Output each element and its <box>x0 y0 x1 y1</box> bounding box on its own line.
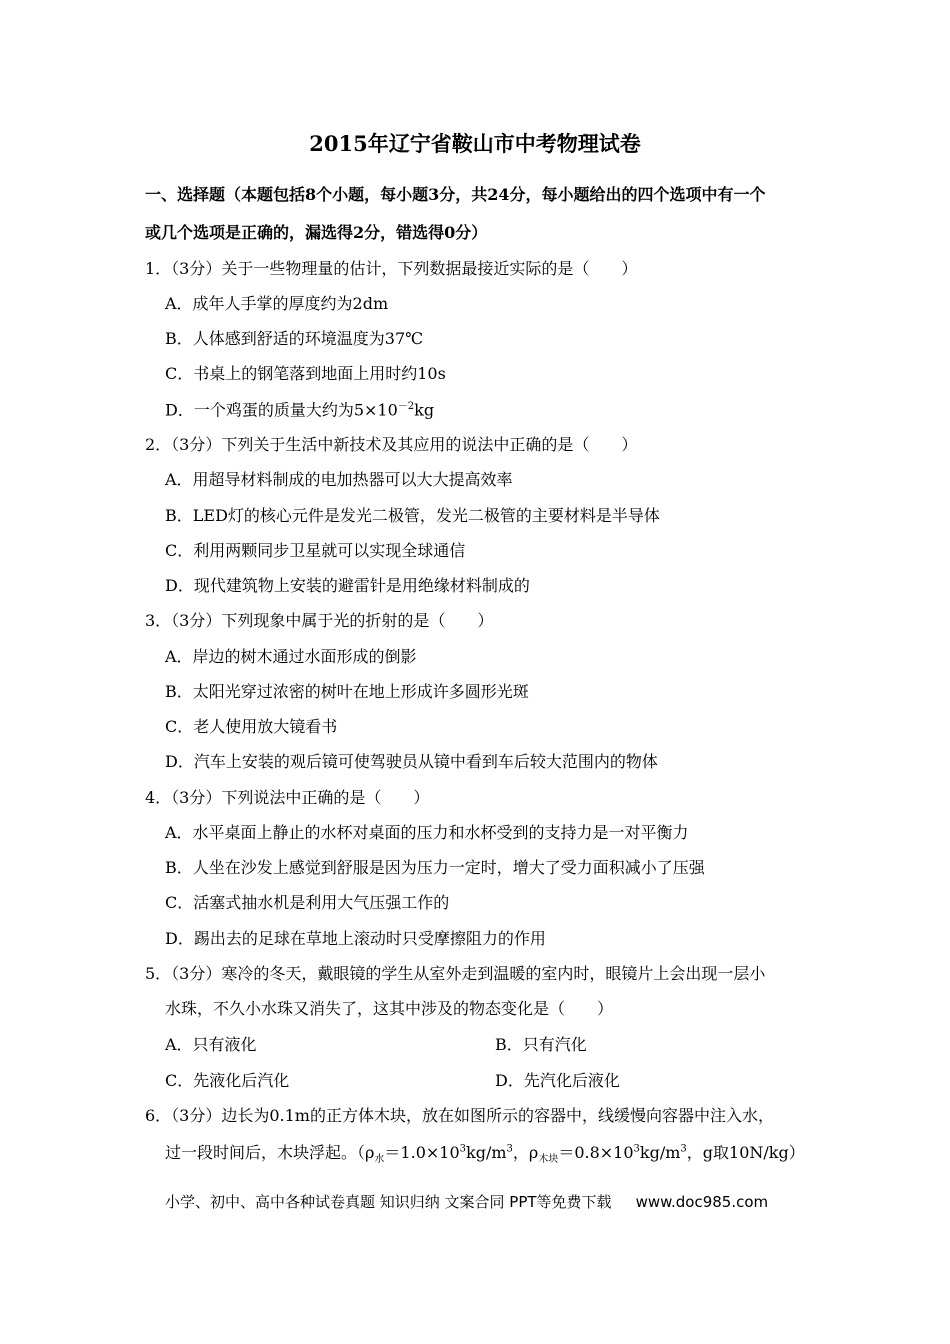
q6-text-g: ，g取10N/kg） <box>686 1143 805 1162</box>
option-d-text: D．一个鸡蛋的质量大约为5×10 <box>165 400 398 420</box>
question-6-stem-continued <box>165 1140 805 1165</box>
section-heading-line1: 一、选择题（本题包括8个小题，每小题3分，共24分，每小题给出的四个选项中有一个 <box>145 185 766 204</box>
question-3-stem: 3．（3分）下列现象中属于光的折射的是（ ） <box>145 611 494 630</box>
question-1-option-a: A．成年人手掌的厚度约为2dm <box>165 294 389 313</box>
question-1-option-c: C．书桌上的钢笔落到地面上用时约10s <box>165 364 446 383</box>
question-5-option-a: A．只有液化 <box>165 1035 257 1054</box>
footer-text: 小学、初中、高中各种试卷真题 知识归纳 文案合同 PPT等免费下载 <box>165 1193 612 1211</box>
question-1-option-d <box>165 397 434 420</box>
q6-sup-2: 3 <box>506 1143 513 1155</box>
question-4-option-d: D．踢出去的足球在草地上滚动时只受摩擦阻力的作用 <box>165 929 546 948</box>
q6-sup-1: 3 <box>459 1143 467 1155</box>
q6-text-c: kg/m <box>466 1143 507 1162</box>
q6-text-f: kg/m <box>639 1143 681 1162</box>
q6-sup-4: 3 <box>680 1143 687 1155</box>
question-2-option-b: B．LED灯的核心元件是发光二极管，发光二极管的主要材料是半导体 <box>165 506 660 525</box>
option-d-exponent: －2 <box>397 401 415 412</box>
q6-text-d: ，ρ <box>512 1143 539 1162</box>
question-3-option-a: A．岸边的树木通过水面形成的倒影 <box>165 647 417 666</box>
q6-sub-wood: 木块 <box>538 1154 559 1166</box>
q6-text-e: ＝0.8×10 <box>558 1143 634 1162</box>
question-5-option-d: D．先汽化后液化 <box>495 1071 620 1090</box>
question-5-stem-continued: 水珠，不久小水珠又消失了，这其中涉及的物态变化是（ ） <box>165 999 614 1018</box>
q6-text-a: 过一段时间后，木块浮起。（ρ <box>165 1143 375 1162</box>
question-1-option-b: B．人体感到舒适的环境温度为37℃ <box>165 329 424 348</box>
q6-sup-3: 3 <box>633 1143 640 1155</box>
question-2-option-d: D．现代建筑物上安装的避雷针是用绝缘材料制成的 <box>165 576 530 595</box>
question-3-option-b: B．太阳光穿过浓密的树叶在地上形成许多圆形光斑 <box>165 682 529 701</box>
page-footer <box>165 1191 768 1212</box>
option-d-unit: kg <box>414 400 435 420</box>
section-heading-line2: 或几个选项是正确的，漏选得2分，错选得0分） <box>145 223 488 242</box>
question-3-option-c: C．老人使用放大镜看书 <box>165 717 338 736</box>
question-2-stem: 2．（3分）下列关于生活中新技术及其应用的说法中正确的是（ ） <box>145 435 638 454</box>
question-2-option-a: A．用超导材料制成的电加热器可以大大提高效率 <box>165 470 513 489</box>
footer-url-link[interactable]: www.doc985.com <box>635 1193 769 1211</box>
question-6-stem: 6．（3分）边长为0.1m的正方体木块，放在如图所示的容器中，线缓慢向容器中注入水， <box>145 1106 774 1125</box>
question-4-option-b: B．人坐在沙发上感觉到舒服是因为压力一定时，增大了受力面积减小了压强 <box>165 858 705 877</box>
question-4-option-a: A．水平桌面上静止的水杯对桌面的压力和水杯受到的支持力是一对平衡力 <box>165 823 689 842</box>
question-3-option-d: D．汽车上安装的观后镜可使驾驶员从镜中看到车后较大范围内的物体 <box>165 752 658 771</box>
q6-text-b: ＝1.0×10 <box>384 1143 460 1162</box>
question-5-option-c: C．先液化后汽化 <box>165 1071 290 1090</box>
q6-sub-water: 水 <box>374 1154 385 1166</box>
page-title: 2015年辽宁省鞍山市中考物理试卷 <box>309 131 641 156</box>
question-1-stem: 1．（3分）关于一些物理量的估计，下列数据最接近实际的是（ ） <box>145 259 638 278</box>
question-4-stem: 4．（3分）下列说法中正确的是（ ） <box>145 788 430 807</box>
question-4-option-c: C．活塞式抽水机是利用大气压强工作的 <box>165 893 450 912</box>
question-2-option-c: C．利用两颗同步卫星就可以实现全球通信 <box>165 541 466 560</box>
question-5-stem: 5．（3分）寒冷的冬天，戴眼镜的学生从室外走到温暖的室内时，眼镜片上会出现一层小 <box>145 964 766 983</box>
question-5-option-b: B．只有汽化 <box>495 1035 587 1054</box>
